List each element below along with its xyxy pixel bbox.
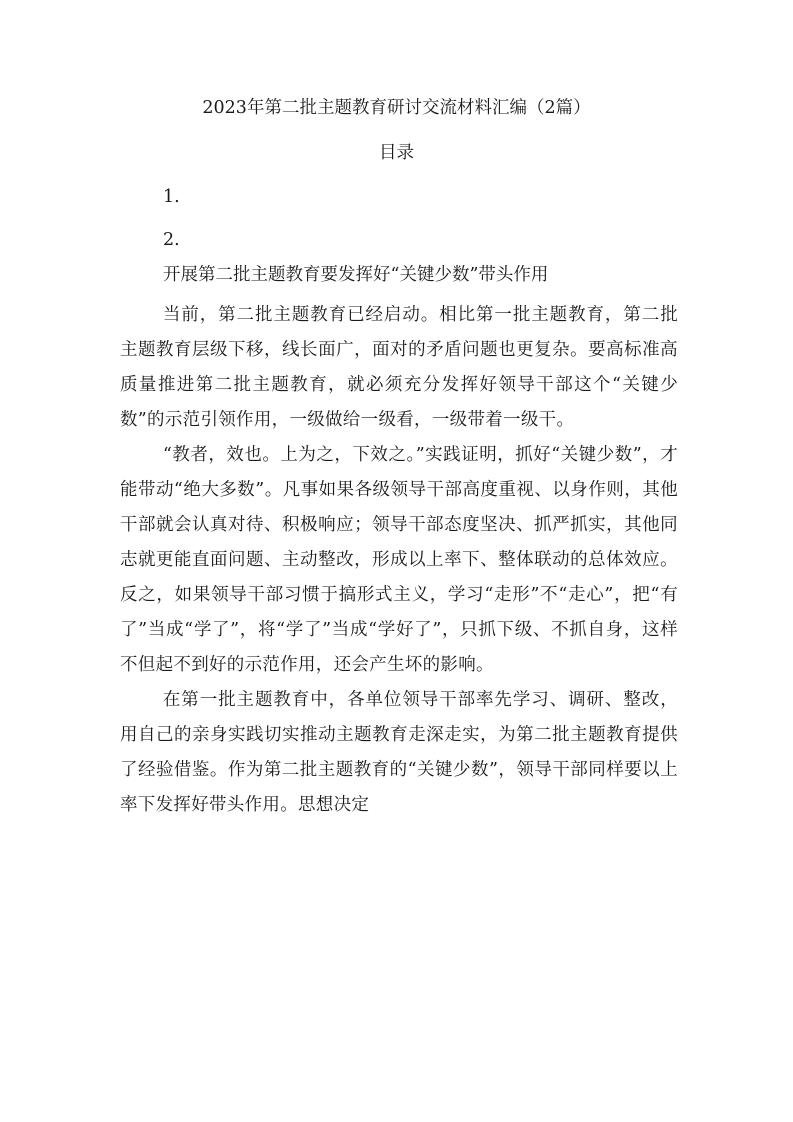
article-body — [120, 298, 678, 823]
body-paragraph-1: 当前，第二批主题教育已经启动。相比第一批主题教育，第二批主题教育层级下移，线长面广，面对的矛盾问题也更复杂。要高标准高质量推进第二批主题教育，就必须充分发挥好领导干部这个“关键少数”的示范引领作用，一级做给一级看，一级带着一级干。 — [120, 305, 678, 430]
body-paragraph-3: 在第一批主题教育中，各单位领导干部率先学习、调研、整改，用自己的亲身实践切实推动主题教育走深走实，为第二批主题教育提供了经验借鉴。作为第二批主题教育的“关键少数”，领导干部同样要以上率下发挥好带头作用。思想决定 — [120, 690, 678, 815]
toc-item-1[interactable]: 1. — [163, 187, 180, 207]
toc-item-2[interactable]: 2. — [163, 230, 180, 250]
article-heading: 开展第二批主题教育要发挥好“关键少数”带头作用 — [163, 265, 549, 285]
body-paragraph-2: “教者，效也。上为之，下效之。”实践证明，抓好“关键少数”，才能带动“绝大多数”。凡事如果各级领导干部高度重视、以身作则，其他干部就会认真对待、积极响应；领导干部态度坚决、抓严抓实，其他同志就更能直面问题、主动整改，形成以上率下、整体联动的总体效应。反之，如果领导干部习惯于搞形式主义，学习“走形”不“走心”，把“有了”当成“学了”，将“学了”当成“学好了”，只抓下级、不抓自身，这样不但起不到好的示范作用，还会产生坏的影响。 — [120, 445, 678, 675]
toc-heading: 目录 — [379, 143, 414, 163]
document-title: 2023年第二批主题教育研讨交流材料汇编（2篇） — [202, 98, 591, 118]
